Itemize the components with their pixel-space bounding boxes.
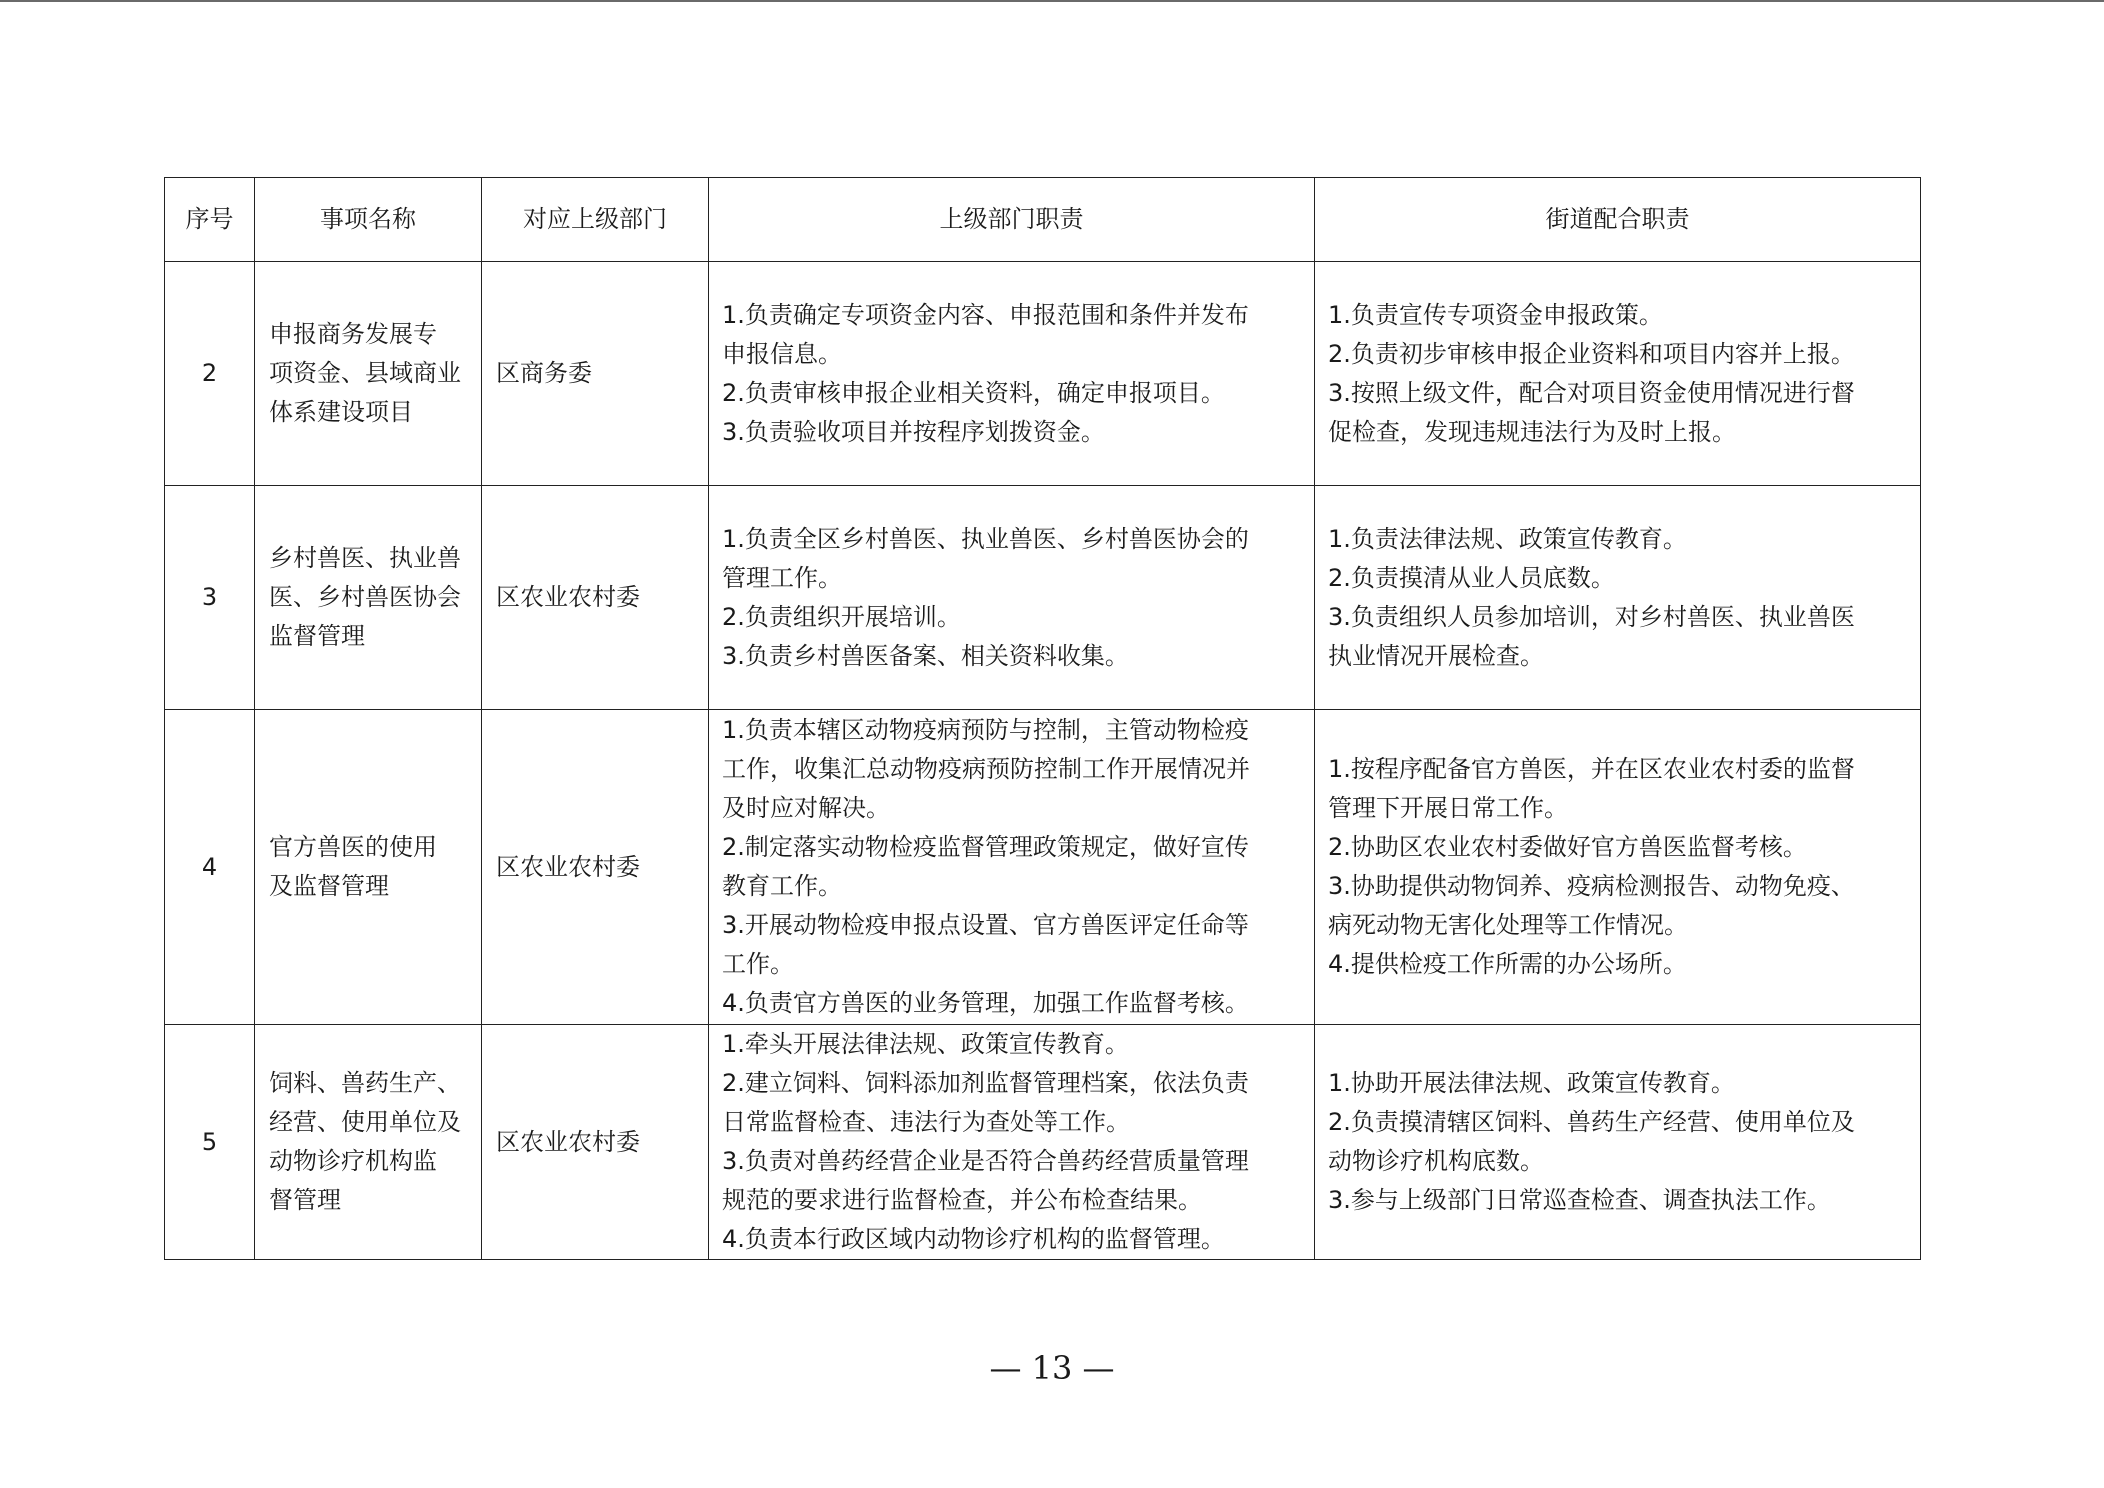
row-upper-dept: 区农业农村委 xyxy=(482,710,709,1025)
duty-line: 2.制定落实动物检疫监督管理政策规定，做好宣传 xyxy=(722,833,1249,861)
duty-line: 3.负责组织人员参加培训，对乡村兽医、执业兽医 xyxy=(1328,602,1855,631)
duty-line: 2.协助区农业农村委做好官方兽医监督考核。 xyxy=(1328,833,1807,861)
duty-line: 1.负责确定专项资金内容、申报范围和条件并发布 xyxy=(722,300,1249,329)
duty-line: 3.负责验收项目并按程序划拨资金。 xyxy=(722,417,1105,446)
duty-line: 2.负责摸清辖区饲料、兽药生产经营、使用单位及 xyxy=(1328,1108,1855,1136)
page-number: — 13 — xyxy=(989,1349,1115,1387)
duty-line: 4.负责本行政区域内动物诊疗机构的监督管理。 xyxy=(722,1225,1225,1253)
duty-line: 规范的要求进行监督检查，并公布检查结果。 xyxy=(722,1186,1202,1214)
row-upper-duty xyxy=(709,486,1315,710)
item-name-line: 督管理 xyxy=(269,1186,341,1214)
duty-line: 管理工作。 xyxy=(722,563,842,592)
table-header-row xyxy=(165,178,1921,262)
row-street-duty xyxy=(1315,710,1921,1025)
row-no: 4 xyxy=(165,710,255,1025)
item-name-line: 监督管理 xyxy=(269,622,365,650)
duty-line: 1.负责本辖区动物疫病预防与控制，主管动物检疫 xyxy=(722,716,1249,744)
header-upper-dept: 对应上级部门 xyxy=(482,178,709,262)
duty-line: 促检查，发现违规违法行为及时上报。 xyxy=(1328,417,1736,446)
table-row xyxy=(165,262,1921,486)
duty-line: 3.按照上级文件，配合对项目资金使用情况进行督 xyxy=(1328,378,1855,407)
duty-line: 2.建立饲料、饲料添加剂监督管理档案，依法负责 xyxy=(722,1069,1249,1097)
duty-line: 3.参与上级部门日常巡查检查、调查执法工作。 xyxy=(1328,1186,1831,1214)
item-name-line: 官方兽医的使用 xyxy=(269,833,437,861)
row-item-name xyxy=(255,486,482,710)
item-name-line: 饲料、兽药生产、 xyxy=(269,1069,461,1097)
duty-line: 1.负责宣传专项资金申报政策。 xyxy=(1328,300,1663,329)
duty-line: 及时应对解决。 xyxy=(722,794,890,822)
row-item-name xyxy=(255,710,482,1025)
duty-line: 1.负责法律法规、政策宣传教育。 xyxy=(1328,524,1687,553)
duty-line: 3.协助提供动物饲养、疫病检测报告、动物免疫、 xyxy=(1328,872,1855,900)
row-item-name xyxy=(255,262,482,486)
item-name-line: 体系建设项目 xyxy=(269,398,413,426)
duty-table-container xyxy=(164,177,1920,1260)
duty-line: 管理下开展日常工作。 xyxy=(1328,794,1568,822)
row-upper-duty xyxy=(709,710,1315,1025)
duty-line: 1.按程序配备官方兽医，并在区农业农村委的监督 xyxy=(1328,755,1855,783)
header-street-duty: 街道配合职责 xyxy=(1315,178,1921,262)
row-street-duty xyxy=(1315,1025,1921,1260)
row-upper-duty xyxy=(709,262,1315,486)
duty-line: 3.负责乡村兽医备案、相关资料收集。 xyxy=(722,641,1129,670)
row-no: 2 xyxy=(165,262,255,486)
row-street-duty xyxy=(1315,486,1921,710)
item-name-line: 申报商务发展专 xyxy=(269,320,437,348)
duty-line: 动物诊疗机构底数。 xyxy=(1328,1147,1544,1175)
duty-line: 工作，收集汇总动物疫病预防控制工作开展情况并 xyxy=(722,755,1250,783)
row-upper-dept: 区农业农村委 xyxy=(482,1025,709,1260)
duty-line: 4.负责官方兽医的业务管理，加强工作监督考核。 xyxy=(722,989,1249,1017)
item-name-line: 项资金、县域商业 xyxy=(269,359,461,387)
table-row xyxy=(165,486,1921,710)
duty-line: 工作。 xyxy=(722,950,794,978)
row-no: 5 xyxy=(165,1025,255,1260)
header-no: 序号 xyxy=(165,178,255,262)
row-no: 3 xyxy=(165,486,255,710)
item-name-line: 动物诊疗机构监 xyxy=(269,1147,437,1175)
header-upper-duty: 上级部门职责 xyxy=(709,178,1315,262)
table-row xyxy=(165,710,1921,1025)
header-item-name: 事项名称 xyxy=(255,178,482,262)
row-street-duty xyxy=(1315,262,1921,486)
duty-line: 2.负责摸清从业人员底数。 xyxy=(1328,563,1615,592)
duty-line: 日常监督检查、违法行为查处等工作。 xyxy=(722,1108,1130,1136)
duty-line: 1.协助开展法律法规、政策宣传教育。 xyxy=(1328,1069,1735,1097)
duty-line: 2.负责初步审核申报企业资料和项目内容并上报。 xyxy=(1328,339,1855,368)
item-name-line: 及监督管理 xyxy=(269,872,389,900)
table-row xyxy=(165,1025,1921,1260)
duty-line: 教育工作。 xyxy=(722,872,842,900)
item-name-line: 医、乡村兽医协会 xyxy=(269,583,461,611)
duty-line: 病死动物无害化处理等工作情况。 xyxy=(1328,911,1688,939)
item-name-line: 经营、使用单位及 xyxy=(269,1108,461,1136)
duty-table xyxy=(164,177,1921,1260)
row-item-name xyxy=(255,1025,482,1260)
duty-line: 申报信息。 xyxy=(722,339,842,368)
row-upper-dept: 区商务委 xyxy=(482,262,709,486)
duty-line: 4.提供检疫工作所需的办公场所。 xyxy=(1328,950,1687,978)
duty-line: 1.负责全区乡村兽医、执业兽医、乡村兽医协会的 xyxy=(722,524,1249,553)
page-top-border xyxy=(0,0,2104,2)
duty-line: 执业情况开展检查。 xyxy=(1328,641,1544,670)
row-upper-dept: 区农业农村委 xyxy=(482,486,709,710)
item-name-line: 乡村兽医、执业兽 xyxy=(269,544,461,572)
row-upper-duty xyxy=(709,1025,1315,1260)
duty-line: 2.负责组织开展培训。 xyxy=(722,602,961,631)
duty-line: 2.负责审核申报企业相关资料，确定申报项目。 xyxy=(722,378,1225,407)
duty-line: 3.开展动物检疫申报点设置、官方兽医评定任命等 xyxy=(722,911,1249,939)
duty-line: 3.负责对兽药经营企业是否符合兽药经营质量管理 xyxy=(722,1147,1249,1175)
duty-line: 1.牵头开展法律法规、政策宣传教育。 xyxy=(722,1030,1129,1058)
